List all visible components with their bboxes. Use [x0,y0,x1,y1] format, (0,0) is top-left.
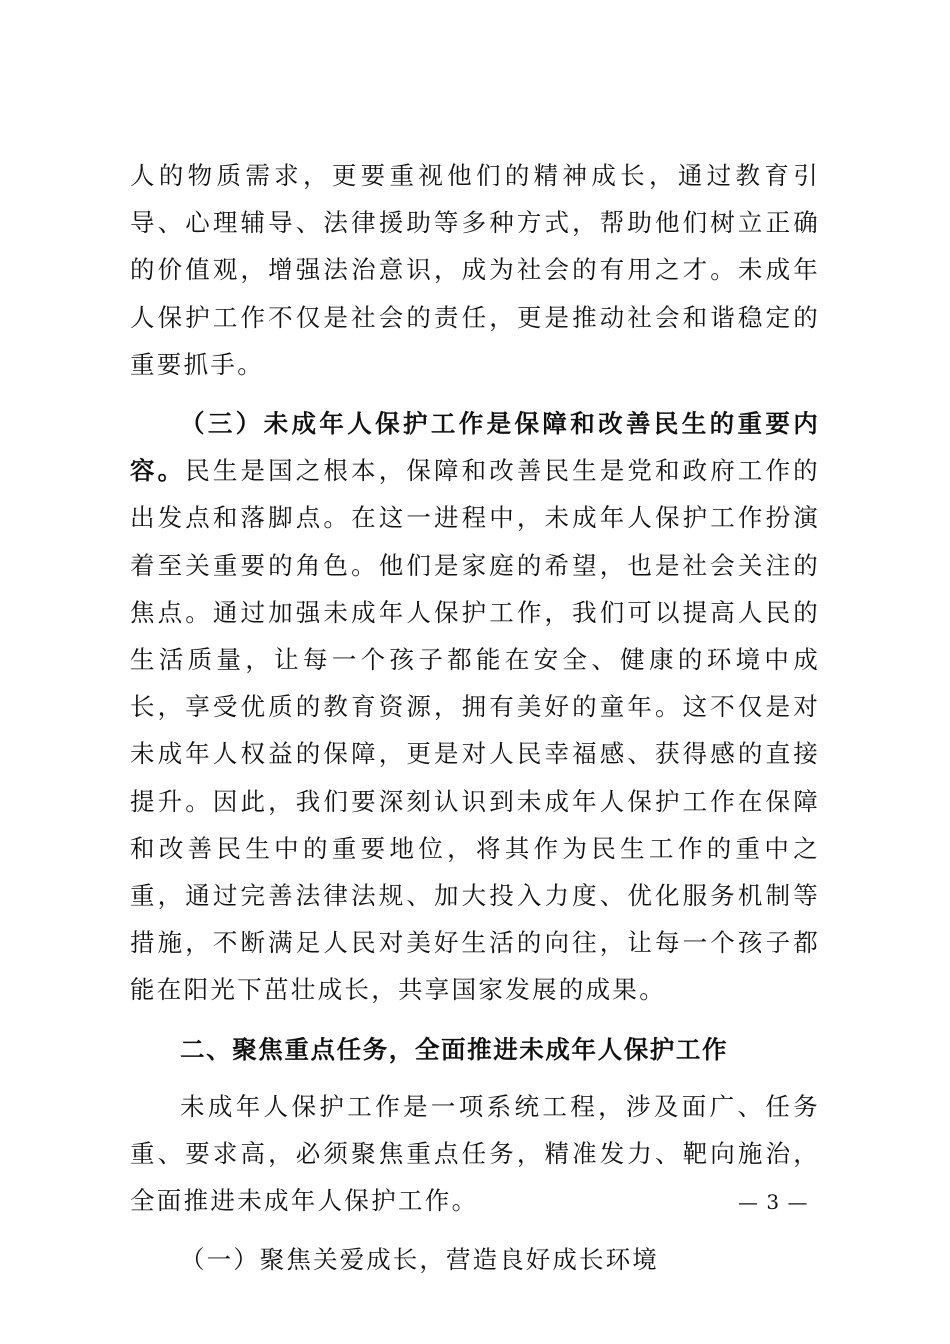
paragraph-text: 民生是国之根本，保障和改善民生是党和政府工作的出发点和落脚点。在这一进程中，未成年人保护工作扮演着至关重要的角色。他们是家庭的希望，也是社会关注的焦点。通过加强未成年人保护工作，我们可以提高人民的生活质量，让每一个孩子都能在安全、健康的环境中成长，享受优质的教育资源，拥有美好的童年。这不仅是对未成年人权益的保障，更是对人民幸福感、获得感的直接提升。因此，我们要深刻认识到未成年人保护工作在保障和改善民生中的重要地位，将其作为民生工作的重中之重，通过完善法律法规、加大投入力度、优化服务机制等措施，不断满足人民对美好生活的向往，让每一个孩子都能在阳光下茁壮成长，共享国家发展的成果。 [130,456,820,1005]
paragraph-section-intro [130,1083,820,1225]
section-heading-two: 二、聚焦重点任务，全面推进未成年人保护工作 [180,1034,729,1064]
subsection-lead-sentence: （三）未成年人保护工作是保障和改善民生的重要内容。 [130,409,820,486]
page-number: — 3 — [738,1190,809,1214]
paragraph-text: 人的物质需求，更要重视他们的精神成长，通过教育引导、心理辅导、法律援助等多种方式，帮助他们树立正确的价值观，增强法治意识，成为社会的有用之才。未成年人保护工作不仅是社会的责任，更是推动社会和谐稳定的重要抓手。 [130,161,820,379]
document-body [130,152,820,1284]
paragraph-continuation [130,152,820,388]
paragraph-text: 未成年人保护工作是一项系统工程，涉及面广、任务重、要求高，必须聚焦重点任务，精准发力、靶向施治，全面推进未成年人保护工作。 [130,1091,820,1216]
paragraph-subsection-three [130,400,820,1014]
subsection-heading-one: （一）聚焦关爱成长，营造良好成长环境 [180,1245,659,1275]
